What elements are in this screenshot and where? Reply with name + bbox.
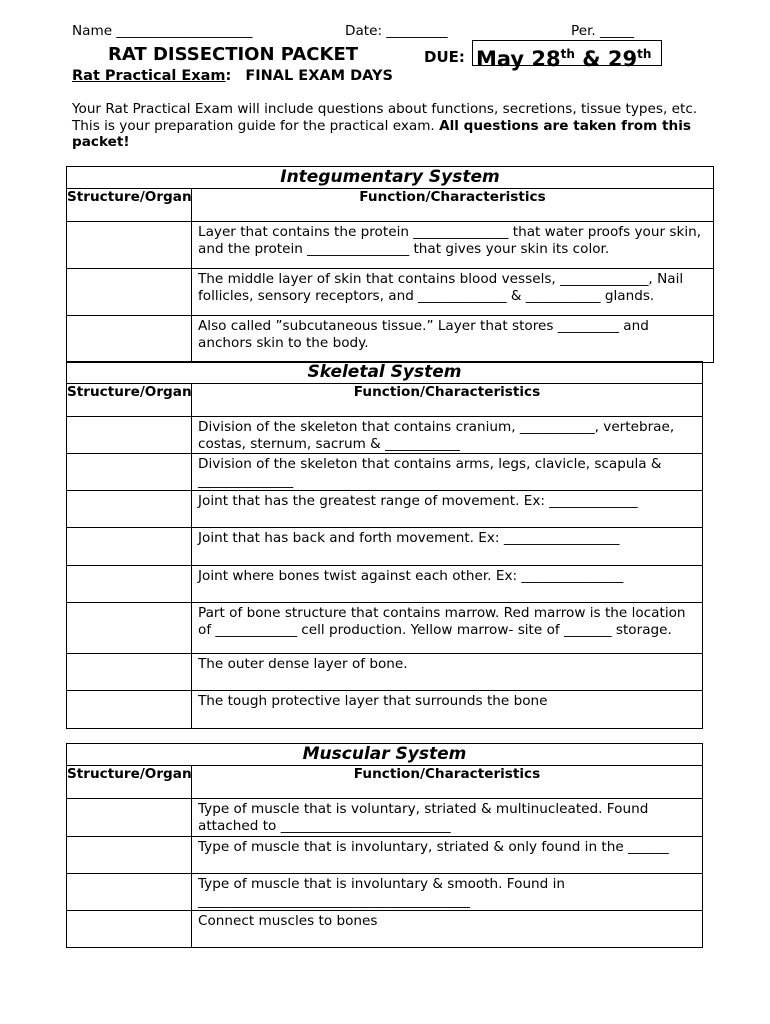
structure-cell[interactable]	[67, 528, 192, 566]
structure-cell[interactable]	[67, 454, 192, 491]
function-cell: The tough protective layer that surrounds the bone	[192, 691, 703, 729]
function-cell: Division of the skeleton that contains arms, legs, clavicle, scapula & ______________	[192, 454, 703, 491]
function-cell: Also called ”subcutaneous tissue.” Layer that stores _________ and anchors skin to the body.	[192, 316, 714, 363]
function-cell: Type of muscle that is involuntary & smooth. Found in ________________________________________	[192, 874, 703, 911]
intro-paragraph: Your Rat Practical Exam will include questions about functions, secretions, tissue types, etc. This is your preparation guide for the practical exam. All questions are taken from this packet!	[72, 101, 698, 150]
muscular-title: Muscular System	[67, 744, 703, 766]
structure-header: Structure/Organ	[67, 384, 192, 417]
function-cell: Type of muscle that is voluntary, striated & multinucleated. Found attached to _________________________	[192, 799, 703, 837]
structure-cell[interactable]	[67, 799, 192, 837]
muscular-table	[66, 743, 703, 948]
function-cell: Joint that has back and forth movement. Ex: _________________	[192, 528, 703, 566]
skeletal-table	[66, 361, 703, 729]
structure-cell[interactable]	[67, 911, 192, 948]
due-label: DUE:	[424, 48, 465, 66]
due-date-box: May 28th & 29th	[472, 40, 662, 66]
structure-cell[interactable]	[67, 417, 192, 454]
function-cell: Layer that contains the protein ______________ that water proofs your skin, and the protein _______________ that gives your skin its color.	[192, 222, 714, 269]
integumentary-table	[66, 166, 714, 363]
structure-cell[interactable]	[67, 566, 192, 603]
structure-header: Structure/Organ	[67, 766, 192, 799]
structure-cell[interactable]	[67, 691, 192, 729]
date-field-label: Date: _________	[345, 23, 448, 39]
function-cell: Connect muscles to bones	[192, 911, 703, 948]
page-title: RAT DISSECTION PACKET	[108, 44, 359, 65]
function-cell: Joint where bones twist against each other. Ex: _______________	[192, 566, 703, 603]
function-cell: Division of the skeleton that contains cranium, ___________, vertebrae, costas, sternum, sacrum & ___________	[192, 417, 703, 454]
structure-cell[interactable]	[67, 269, 192, 316]
subtitle: Rat Practical Exam: FINAL EXAM DAYS	[72, 68, 393, 84]
structure-cell[interactable]	[67, 837, 192, 874]
period-field-label: Per. _____	[571, 23, 635, 39]
function-cell: The outer dense layer of bone.	[192, 654, 703, 691]
function-cell: Part of bone structure that contains marrow. Red marrow is the location of ____________ cell production. Yellow marrow- site of _______ storage.	[192, 603, 703, 654]
structure-header: Structure/Organ	[67, 189, 192, 222]
structure-cell[interactable]	[67, 222, 192, 269]
function-cell: Joint that has the greatest range of movement. Ex: _____________	[192, 491, 703, 528]
integumentary-title: Integumentary System	[67, 167, 714, 189]
structure-cell[interactable]	[67, 603, 192, 654]
function-header: Function/Characteristics	[192, 766, 703, 799]
function-header: Function/Characteristics	[192, 189, 714, 222]
function-cell: The middle layer of skin that contains blood vessels, _____________, Nail follicles, sensory receptors, and _____________ & ___________ glands.	[192, 269, 714, 316]
name-field-label: Name ____________________	[72, 23, 253, 39]
skeletal-title: Skeletal System	[67, 362, 703, 384]
function-cell: Type of muscle that is involuntary, striated & only found in the ______	[192, 837, 703, 874]
structure-cell[interactable]	[67, 491, 192, 528]
structure-cell[interactable]	[67, 654, 192, 691]
function-header: Function/Characteristics	[192, 384, 703, 417]
structure-cell[interactable]	[67, 316, 192, 363]
structure-cell[interactable]	[67, 874, 192, 911]
